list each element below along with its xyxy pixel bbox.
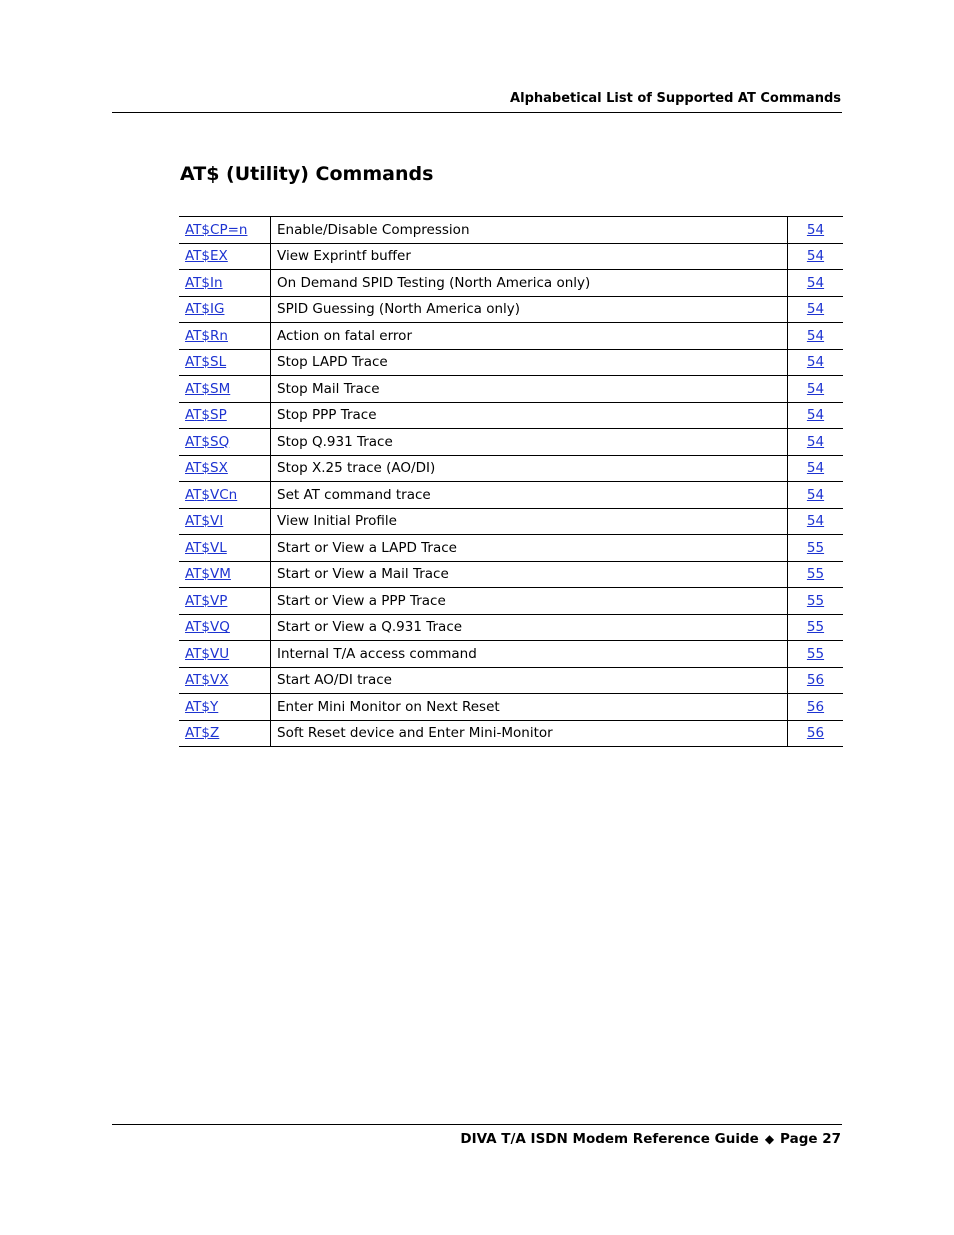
- command-cell: [179, 376, 271, 403]
- command-link[interactable]: AT$VL: [185, 539, 227, 556]
- table-row: [179, 296, 843, 323]
- page-cell: [788, 349, 844, 376]
- description-cell: Start AO/DI trace: [271, 667, 788, 694]
- command-link[interactable]: AT$VI: [185, 513, 224, 530]
- description-cell: Stop PPP Trace: [271, 402, 788, 429]
- table-row: [179, 217, 843, 244]
- command-link[interactable]: AT$VQ: [185, 619, 230, 636]
- command-cell: [179, 243, 271, 270]
- command-cell: [179, 323, 271, 350]
- page-link[interactable]: 54: [806, 407, 825, 424]
- page-link[interactable]: 55: [806, 592, 825, 609]
- page-link[interactable]: 56: [806, 672, 825, 689]
- section-title: AT$ (Utility) Commands: [180, 163, 434, 185]
- header-divider: [112, 112, 842, 113]
- description-cell: Start or View a PPP Trace: [271, 588, 788, 615]
- page-link[interactable]: 54: [806, 380, 825, 397]
- page-cell: [788, 694, 844, 721]
- page-link[interactable]: 55: [806, 645, 825, 662]
- command-link[interactable]: AT$In: [185, 274, 223, 291]
- command-cell: [179, 667, 271, 694]
- description-cell: Start or View a Mail Trace: [271, 561, 788, 588]
- command-link[interactable]: AT$Y: [185, 698, 219, 715]
- table-row: [179, 641, 843, 668]
- table-row: [179, 482, 843, 509]
- command-link[interactable]: AT$VCn: [185, 486, 238, 503]
- command-cell: [179, 508, 271, 535]
- description-cell: View Initial Profile: [271, 508, 788, 535]
- page-cell: [788, 376, 844, 403]
- page-cell: [788, 270, 844, 297]
- command-link[interactable]: AT$VU: [185, 645, 230, 662]
- page-cell: [788, 588, 844, 615]
- page-cell: [788, 455, 844, 482]
- command-cell: [179, 429, 271, 456]
- command-link[interactable]: AT$SM: [185, 380, 231, 397]
- table-row: [179, 429, 843, 456]
- guide-title: DIVA T/A ISDN Modem Reference Guide: [460, 1131, 759, 1147]
- command-cell: [179, 694, 271, 721]
- command-cell: [179, 217, 271, 244]
- command-cell: [179, 270, 271, 297]
- description-cell: Set AT command trace: [271, 482, 788, 509]
- table-row: [179, 588, 843, 615]
- page-link[interactable]: 54: [806, 513, 825, 530]
- page-link[interactable]: 55: [806, 566, 825, 583]
- description-cell: On Demand SPID Testing (North America only): [271, 270, 788, 297]
- command-cell: [179, 614, 271, 641]
- command-link[interactable]: AT$Rn: [185, 327, 228, 344]
- command-cell: [179, 535, 271, 562]
- table-row: [179, 323, 843, 350]
- page-cell: [788, 641, 844, 668]
- footer-divider: [112, 1124, 842, 1125]
- command-link[interactable]: AT$CP=n: [185, 221, 248, 238]
- description-cell: Internal T/A access command: [271, 641, 788, 668]
- page-cell: [788, 402, 844, 429]
- table-row: [179, 402, 843, 429]
- page-cell: [788, 296, 844, 323]
- table-row: [179, 376, 843, 403]
- table-row: [179, 535, 843, 562]
- command-cell: [179, 641, 271, 668]
- page-link[interactable]: 54: [806, 354, 825, 371]
- command-cell: [179, 455, 271, 482]
- page-cell: [788, 429, 844, 456]
- command-cell: [179, 561, 271, 588]
- command-link[interactable]: AT$VX: [185, 672, 229, 689]
- command-cell: [179, 482, 271, 509]
- page-link[interactable]: 54: [806, 274, 825, 291]
- table-row: [179, 720, 843, 747]
- command-cell: [179, 296, 271, 323]
- page-link[interactable]: 55: [806, 539, 825, 556]
- description-cell: Stop Mail Trace: [271, 376, 788, 403]
- page-link[interactable]: 54: [806, 301, 825, 318]
- utility-commands-table: [179, 216, 843, 747]
- command-link[interactable]: AT$SL: [185, 354, 227, 371]
- command-link[interactable]: AT$SX: [185, 460, 228, 477]
- command-cell: [179, 720, 271, 747]
- page-link[interactable]: 56: [806, 725, 825, 742]
- description-cell: Stop X.25 trace (AO/DI): [271, 455, 788, 482]
- page-cell: [788, 217, 844, 244]
- page-cell: [788, 720, 844, 747]
- table-row: [179, 349, 843, 376]
- command-cell: [179, 588, 271, 615]
- description-cell: Stop LAPD Trace: [271, 349, 788, 376]
- page-cell: [788, 667, 844, 694]
- table-row: [179, 270, 843, 297]
- command-link[interactable]: AT$SP: [185, 407, 227, 424]
- table-row: [179, 667, 843, 694]
- running-footer: [460, 1131, 841, 1147]
- running-header: Alphabetical List of Supported AT Commands: [510, 91, 841, 106]
- description-cell: Start or View a Q.931 Trace: [271, 614, 788, 641]
- command-cell: [179, 402, 271, 429]
- table-row: [179, 561, 843, 588]
- description-cell: Stop Q.931 Trace: [271, 429, 788, 456]
- description-cell: Start or View a LAPD Trace: [271, 535, 788, 562]
- page-link[interactable]: 55: [806, 619, 825, 636]
- page-cell: [788, 508, 844, 535]
- page-link[interactable]: 54: [806, 486, 825, 503]
- page-cell: [788, 561, 844, 588]
- table-row: [179, 694, 843, 721]
- description-cell: View Exprintf buffer: [271, 243, 788, 270]
- table-row: [179, 508, 843, 535]
- description-cell: Action on fatal error: [271, 323, 788, 350]
- command-link[interactable]: AT$IG: [185, 301, 225, 318]
- page-cell: [788, 243, 844, 270]
- command-cell: [179, 349, 271, 376]
- page-link[interactable]: 56: [806, 698, 825, 715]
- page-link[interactable]: 54: [806, 460, 825, 477]
- command-link[interactable]: AT$VM: [185, 566, 231, 583]
- command-link[interactable]: AT$Z: [185, 725, 220, 742]
- page-link[interactable]: 54: [806, 433, 825, 450]
- description-cell: SPID Guessing (North America only): [271, 296, 788, 323]
- page-cell: [788, 535, 844, 562]
- page-link[interactable]: 54: [806, 221, 825, 238]
- command-link[interactable]: AT$VP: [185, 592, 228, 609]
- table-row: [179, 614, 843, 641]
- command-link[interactable]: AT$EX: [185, 248, 228, 265]
- description-cell: Soft Reset device and Enter Mini-Monitor: [271, 720, 788, 747]
- page-number: Page 27: [780, 1131, 841, 1147]
- diamond-separator-icon: ◆: [764, 1132, 775, 1146]
- page-link[interactable]: 54: [806, 327, 825, 344]
- page-cell: [788, 482, 844, 509]
- command-link[interactable]: AT$SQ: [185, 433, 230, 450]
- page-link[interactable]: 54: [806, 248, 825, 265]
- page-cell: [788, 614, 844, 641]
- table-row: [179, 243, 843, 270]
- utility-commands-table-body: [179, 217, 843, 747]
- page-cell: [788, 323, 844, 350]
- description-cell: Enter Mini Monitor on Next Reset: [271, 694, 788, 721]
- table-row: [179, 455, 843, 482]
- description-cell: Enable/Disable Compression: [271, 217, 788, 244]
